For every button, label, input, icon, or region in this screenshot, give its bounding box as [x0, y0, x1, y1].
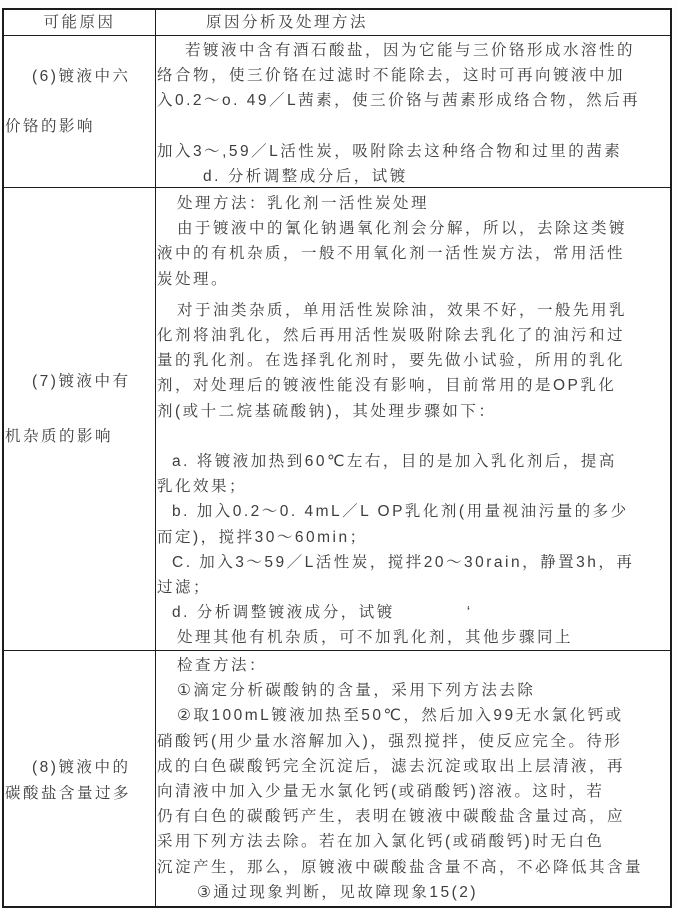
- analysis-line: ①滴定分析碳酸钠的含量，采用下列方法去除: [177, 682, 536, 700]
- analysis-line: 过滤；: [157, 579, 212, 597]
- analysis-line: 络合物，使三价铬在过滤时不能除去，这时可再向镀液中加: [157, 67, 626, 85]
- analysis-line: 液中的有机杂质，一般不用氧化剂一活性炭方法，常用活性: [157, 245, 626, 263]
- header-cause-label: 可能原因: [43, 14, 116, 31]
- analysis-line: d. 分析调整成分后，试镀: [203, 168, 408, 185]
- header-row: [4, 10, 670, 36]
- analysis-line: 硝酸钙(用少量水溶解加入)，强烈搅拌，使反应完全。待形: [157, 732, 623, 750]
- analysis-line: 而定)，搅拌30～60min；: [157, 528, 368, 546]
- analysis-line: 若镀液中含有酒石酸盐，因为它能与三价铬形成水溶性的: [185, 42, 636, 59]
- header-analysis-cell: [156, 10, 670, 35]
- analysis-line: 检查方法：: [177, 657, 268, 674]
- header-cause-cell: [4, 10, 156, 35]
- analysis-line: 采用下列方法去除。若在加入氯化钙(或硝酸钙)时无白色: [157, 833, 605, 851]
- cause-line: 碳酸盐含量过多: [5, 785, 132, 802]
- analysis-line: 量的乳化剂。在选择乳化剂时，要先做小试验，所用的乳化: [157, 352, 626, 370]
- analysis-line: 处理其他有机杂质，可不加乳化剂，其他步骤同上: [177, 629, 574, 647]
- analysis-line: 加入3～,59／L活性炭，吸附除去这种络合物和过里的茜素: [157, 142, 623, 160]
- cause-line: 价铬的影响: [5, 118, 96, 135]
- analysis-line: d. 分析调整镀液成分，试镀 ‘: [172, 604, 473, 622]
- analysis-line: 剂(或十二烷基硫酸钠)，其处理步骤如下：: [157, 402, 497, 420]
- cause-cell: [4, 36, 156, 187]
- cause-cell: [4, 651, 156, 906]
- cause-line: (6)镀液中六: [32, 68, 131, 85]
- analysis-line: 乳化效果；: [157, 478, 248, 496]
- analysis-line: 仍有白色的碳酸钙产生，表明在镀液中碳酸盐含量过高，应: [157, 808, 626, 826]
- analysis-line: ②取100mL镀液加热至50℃，然后加入99无水氯化钙或: [177, 707, 624, 725]
- analysis-line: 入0.2～o. 49／L茜素，使三价铬与茜素形成络合物，然后再: [157, 92, 641, 110]
- analysis-line: 沉淀产生，那么，原镀液中碳酸盐含量不高，不必降低其含量: [157, 858, 644, 876]
- analysis-line: b. 加入0.2～0. 4mL／L OP乳化剂(用量视油污量的多少: [172, 503, 629, 521]
- table-row-cause-6: [4, 36, 670, 188]
- analysis-line: 对于油类杂质，单用活性炭除油，效果不好，一般先用乳: [177, 301, 628, 319]
- header-analysis-label: 原因分析及处理方法: [206, 14, 369, 31]
- analysis-line: 剂，对处理后的镀液性能没有影响，目前常用的是OP乳化: [157, 377, 617, 395]
- analysis-line: 处理方法：乳化剂一活性炭处理: [177, 195, 430, 212]
- table-row-cause-7: [4, 188, 670, 651]
- cause-line: 机杂质的影响: [5, 428, 114, 445]
- analysis-line: a. 将镀液加热到60℃左右，目的是加入乳化剂后，提高: [172, 453, 617, 471]
- cause-cell: [4, 188, 156, 650]
- analysis-line: 炭处理。: [157, 270, 230, 288]
- cause-line: (8)镀液中的: [32, 759, 131, 776]
- analysis-line: C. 加入3～59／L活性炭，搅拌20～30rain，静置3h，再: [172, 553, 635, 571]
- analysis-cell: [156, 36, 670, 187]
- troubleshooting-table: [2, 8, 672, 908]
- analysis-cell: [156, 188, 670, 650]
- analysis-line: ③通过现象判断，见故障现象15(2): [197, 883, 479, 901]
- analysis-line: 由于镀液中的氰化钠遇氧化剂会分解，所以，去除这类镀: [177, 220, 628, 238]
- analysis-line: 化剂将油乳化，然后再用活性炭吸附除去乳化了的油污和过: [157, 327, 626, 345]
- analysis-cell: [156, 651, 670, 906]
- cause-line: (7)镀液中有: [32, 373, 131, 390]
- analysis-line: 成的白色碳酸钙完全沉淀后，滤去沉淀或取出上层清液，再: [157, 757, 626, 775]
- analysis-line: 向清液中加入少量无水氯化钙(或硝酸钙)溶液。这时，若: [157, 783, 605, 801]
- table-row-cause-8: [4, 651, 670, 906]
